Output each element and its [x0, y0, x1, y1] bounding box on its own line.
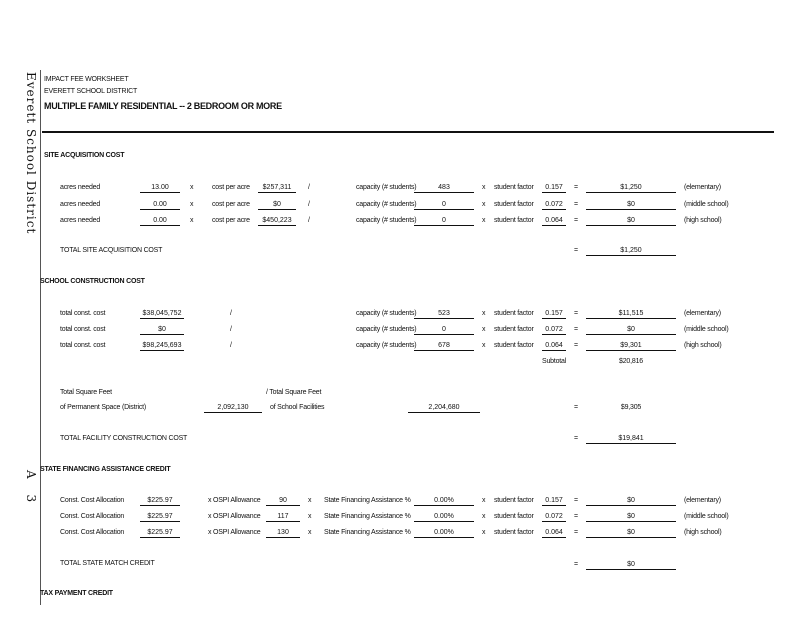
student-factor-value: 0.064 — [542, 341, 566, 351]
x-symbol: x — [482, 310, 486, 317]
student-factor-label: student factor — [494, 497, 534, 504]
x-symbol: x — [308, 529, 312, 536]
capacity-value: 523 — [414, 309, 474, 319]
site-total-label: TOTAL SITE ACQUISITION COST — [60, 247, 163, 254]
capacity-label: capacity (# students) — [356, 342, 417, 349]
school-level: (elementary) — [684, 184, 721, 191]
equals-symbol: = — [574, 247, 578, 254]
site-result: $1,250 — [586, 183, 676, 193]
capacity-label: capacity (# students) — [356, 201, 417, 208]
school-level: (high school) — [684, 342, 722, 349]
total-sqft-label: / Total Square Feet — [266, 389, 322, 396]
subtotal-label: Subtotal — [542, 358, 567, 365]
construction-row-label: total const. cost — [60, 342, 106, 349]
slash-symbol: / — [230, 310, 232, 317]
x-symbol: x — [482, 529, 486, 536]
student-factor-value: 0.072 — [542, 200, 566, 210]
school-level: (high school) — [684, 529, 722, 536]
x-symbol: x — [190, 184, 194, 191]
state-row-label: Const. Cost Allocation — [60, 529, 125, 536]
ratio-result: $9,305 — [620, 404, 642, 411]
ospi-value: 90 — [266, 496, 300, 506]
cost-per-acre-label: cost per acre — [212, 184, 250, 191]
construction-cost-value: $38,045,752 — [140, 309, 184, 319]
sqft-label: Total Square Feet — [60, 389, 112, 396]
construction-row-label: total const. cost — [60, 326, 106, 333]
equals-symbol: = — [574, 217, 578, 224]
site-acres-value: 13.00 — [140, 183, 180, 193]
x-symbol: x — [482, 342, 486, 349]
ospi-label: x OSPI Allowance — [208, 497, 261, 504]
cost-allocation-value: $225.97 — [140, 528, 180, 538]
student-factor-label: student factor — [494, 529, 534, 536]
student-factor-value: 0.064 — [542, 216, 566, 226]
capacity-value: 483 — [414, 183, 474, 193]
ospi-value: 130 — [266, 528, 300, 538]
page-number: A 3 — [24, 470, 38, 509]
state-row-label: Const. Cost Allocation — [60, 513, 125, 520]
site-heading: SITE ACQUISITION COST — [44, 152, 125, 159]
ospi-value: 117 — [266, 512, 300, 522]
capacity-label: capacity (# students) — [356, 310, 417, 317]
x-symbol: x — [308, 513, 312, 520]
student-factor-value: 0.157 — [542, 183, 566, 193]
student-factor-label: student factor — [494, 310, 534, 317]
equals-symbol: = — [574, 310, 578, 317]
site-result: $0 — [586, 200, 676, 210]
total-sqft-value: 2,204,680 — [408, 403, 480, 413]
capacity-value: 0 — [414, 216, 474, 226]
equals-symbol: = — [574, 497, 578, 504]
state-result: $0 — [586, 512, 676, 522]
state-row-label: Const. Cost Allocation — [60, 497, 125, 504]
state-total-value: $0 — [586, 560, 676, 570]
school-level: (middle school) — [684, 326, 729, 333]
school-level: (high school) — [684, 217, 722, 224]
capacity-label: capacity (# students) — [356, 217, 417, 224]
sfa-label: State Financing Assistance % — [324, 513, 411, 520]
cost-allocation-value: $225.97 — [140, 512, 180, 522]
x-symbol: x — [190, 217, 194, 224]
equals-symbol: = — [574, 404, 578, 411]
cost-per-acre-value: $0 — [258, 200, 296, 210]
equals-symbol: = — [574, 326, 578, 333]
cost-per-acre-value: $450,223 — [258, 216, 296, 226]
student-factor-label: student factor — [494, 513, 534, 520]
student-factor-label: student factor — [494, 342, 534, 349]
sfa-value: 0.00% — [414, 512, 474, 522]
state-result: $0 — [586, 496, 676, 506]
site-row-label: acres needed — [60, 217, 101, 224]
equals-symbol: = — [574, 435, 578, 442]
site-acres-value: 0.00 — [140, 216, 180, 226]
construction-row-label: total const. cost — [60, 310, 106, 317]
slash-symbol: / — [308, 184, 310, 191]
school-level: (elementary) — [684, 310, 721, 317]
equals-symbol: = — [574, 342, 578, 349]
subtotal-value: $20,816 — [619, 358, 643, 365]
site-acres-value: 0.00 — [140, 200, 180, 210]
state-result: $0 — [586, 528, 676, 538]
capacity-label: capacity (# students) — [356, 184, 417, 191]
construction-result: $9,301 — [586, 341, 676, 351]
ospi-label: x OSPI Allowance — [208, 513, 261, 520]
student-factor-label: student factor — [494, 201, 534, 208]
slash-symbol: / — [308, 217, 310, 224]
x-symbol: x — [482, 217, 486, 224]
capacity-value: 0 — [414, 200, 474, 210]
capacity-value: 678 — [414, 341, 474, 351]
equals-symbol: = — [574, 561, 578, 568]
x-symbol: x — [482, 497, 486, 504]
district-label: EVERETT SCHOOL DISTRICT — [44, 88, 138, 95]
construction-result: $0 — [586, 325, 676, 335]
x-symbol: x — [482, 326, 486, 333]
x-symbol: x — [190, 201, 194, 208]
capacity-label: capacity (# students) — [356, 326, 417, 333]
cost-per-acre-label: cost per acre — [212, 217, 250, 224]
sqft-value: 2,092,130 — [204, 403, 262, 413]
construction-heading: SCHOOL CONSTRUCTION COST — [40, 278, 145, 285]
equals-symbol: = — [574, 201, 578, 208]
slash-symbol: / — [308, 201, 310, 208]
worksheet-label: IMPACT FEE WORKSHEET — [44, 76, 129, 83]
page-title: MULTIPLE FAMILY RESIDENTIAL -- 2 BEDROOM OR MORE — [44, 101, 282, 111]
x-symbol: x — [482, 201, 486, 208]
equals-symbol: = — [574, 529, 578, 536]
student-factor-label: student factor — [494, 184, 534, 191]
slash-symbol: / — [230, 342, 232, 349]
sidebar-divider — [40, 70, 41, 605]
x-symbol: x — [482, 513, 486, 520]
construction-total-value: $19,841 — [586, 434, 676, 444]
school-level: (middle school) — [684, 201, 729, 208]
total-sqft-label-2: of School Facilities — [270, 404, 325, 411]
district-sidebar-label: Everett School District — [24, 72, 38, 235]
state-heading: STATE FINANCING ASSISTANCE CREDIT — [40, 466, 171, 473]
sqft-label-2: of Permanent Space (District) — [60, 404, 147, 411]
student-factor-value: 0.072 — [542, 325, 566, 335]
site-row-label: acres needed — [60, 184, 101, 191]
school-level: (elementary) — [684, 497, 721, 504]
school-level: (middle school) — [684, 513, 729, 520]
sfa-value: 0.00% — [414, 496, 474, 506]
student-factor-value: 0.072 — [542, 512, 566, 522]
site-result: $0 — [586, 216, 676, 226]
x-symbol: x — [308, 497, 312, 504]
student-factor-label: student factor — [494, 326, 534, 333]
state-total-label: TOTAL STATE MATCH CREDIT — [60, 560, 155, 567]
site-total-value: $1,250 — [586, 246, 676, 256]
equals-symbol: = — [574, 513, 578, 520]
cost-per-acre-label: cost per acre — [212, 201, 250, 208]
ospi-label: x OSPI Allowance — [208, 529, 261, 536]
x-symbol: x — [482, 184, 486, 191]
construction-total-label: TOTAL FACILITY CONSTRUCTION COST — [60, 435, 188, 442]
header-rule — [42, 131, 774, 133]
construction-result: $11,515 — [586, 309, 676, 319]
student-factor-value: 0.064 — [542, 528, 566, 538]
cost-per-acre-value: $257,311 — [258, 183, 296, 193]
student-factor-label: student factor — [494, 217, 534, 224]
student-factor-value: 0.157 — [542, 496, 566, 506]
construction-cost-value: $0 — [140, 325, 184, 335]
student-factor-value: 0.157 — [542, 309, 566, 319]
site-row-label: acres needed — [60, 201, 101, 208]
slash-symbol: / — [230, 326, 232, 333]
sfa-value: 0.00% — [414, 528, 474, 538]
tax-heading: TAX PAYMENT CREDIT — [40, 590, 113, 597]
construction-cost-value: $98,245,693 — [140, 341, 184, 351]
sfa-label: State Financing Assistance % — [324, 497, 411, 504]
capacity-value: 0 — [414, 325, 474, 335]
sfa-label: State Financing Assistance % — [324, 529, 411, 536]
equals-symbol: = — [574, 184, 578, 191]
cost-allocation-value: $225.97 — [140, 496, 180, 506]
